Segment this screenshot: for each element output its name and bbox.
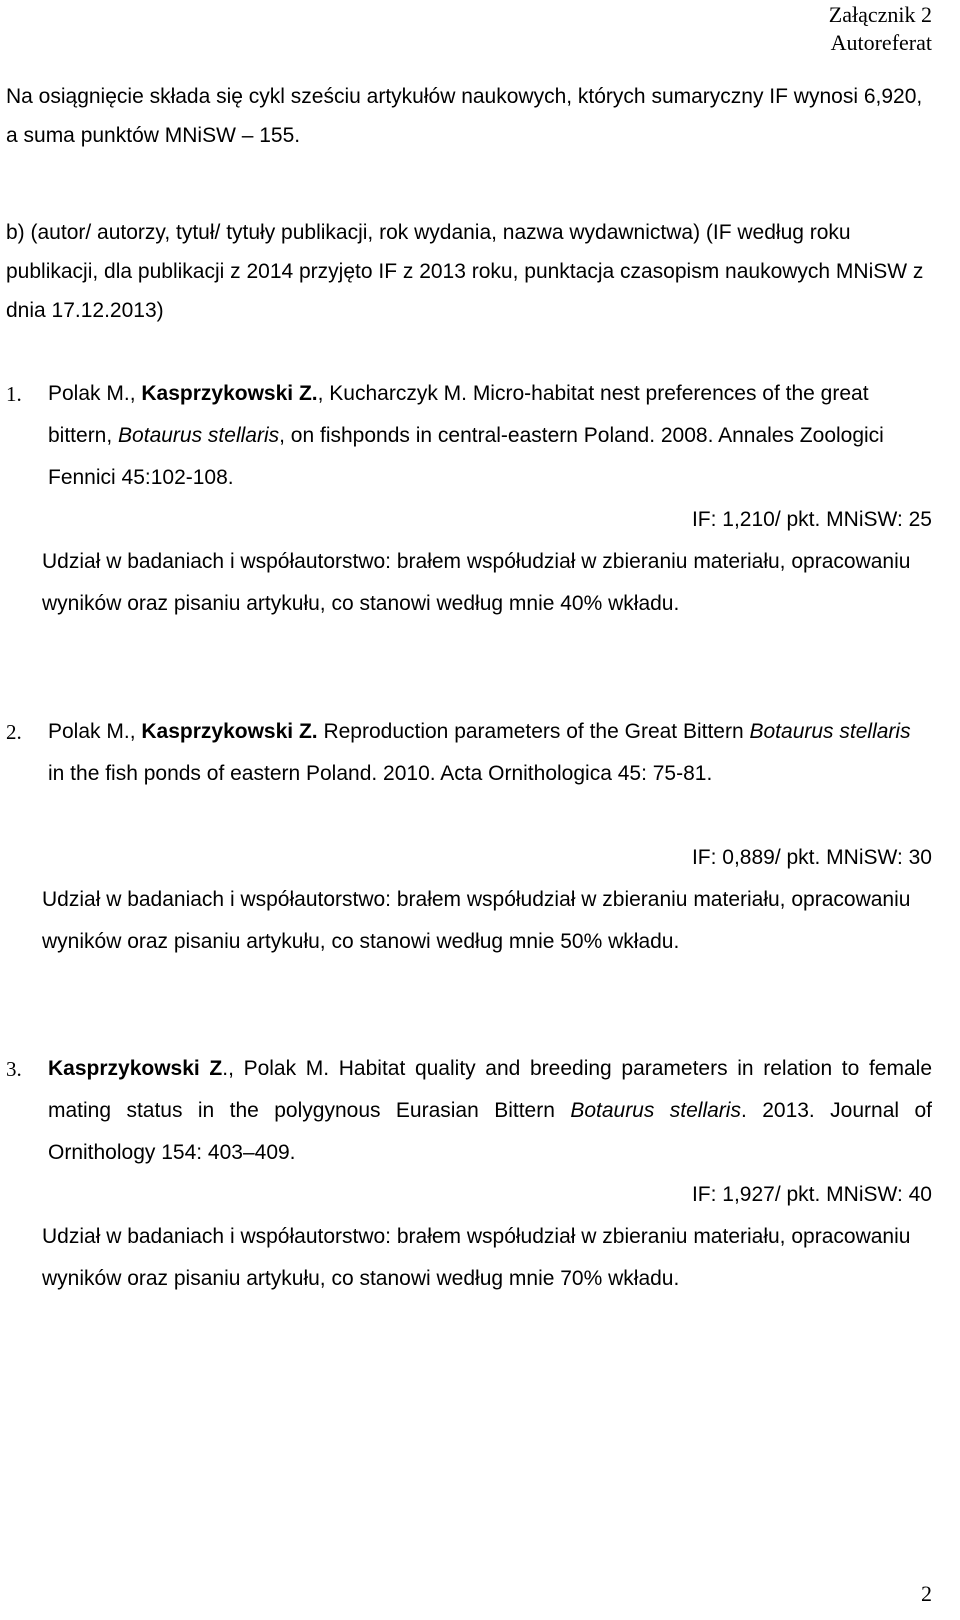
publication-citation (48, 373, 932, 499)
intro-paragraph: Na osiągnięcie składa się cykl sześciu artykułów naukowych, których sumaryczny IF wynosi 6,920, a suma punktów MNiSW – 155. (6, 85, 923, 147)
species-name: Botaurus stellaris (570, 1099, 741, 1122)
author-name-highlighted: Kasprzykowski Z. (141, 720, 318, 743)
attachment-label: Załącznik 2 (828, 2, 932, 27)
publication-number: 2. (6, 720, 22, 744)
scope-paragraph: b) (autor/ autorzy, tytuł/ tytuły publikacji, rok wydania, nazwa wydawnictwa) (IF według roku publikacji, dla publikacji z 2014 przyjęto IF z 2013 roku, punktacja czasopism naukowych MNiSW z dnia 17.12.2013) (6, 221, 924, 322)
page-number: 2 (921, 1581, 932, 1606)
publication-title-part: , on fishponds in central-eastern Poland. 2008. Annales Zoologici Fennici 45:102-108. (48, 424, 884, 489)
author-separator: ., (222, 1057, 244, 1080)
publication-citation (48, 711, 932, 795)
author-name: Polak M. (48, 382, 130, 405)
impact-metrics: IF: 1,927/ pkt. MNiSW: 40 (691, 1183, 932, 1206)
contribution-statement: Udział w badaniach i współautorstwo: brałem współudział w zbieraniu materiału, opracowaniu wyników oraz pisaniu artykułu, co stanowi według mnie 50% wkładu. (42, 888, 911, 953)
impact-metrics: IF: 0,889/ pkt. MNiSW: 30 (691, 846, 932, 869)
species-name: Botaurus stellaris (118, 424, 280, 447)
document-type-label: Autoreferat (830, 30, 932, 55)
author-name: Kucharczyk M. (329, 382, 467, 405)
impact-metrics: IF: 1,210/ pkt. MNiSW: 25 (691, 508, 932, 531)
publication-number: 3. (6, 1057, 22, 1081)
contribution-statement: Udział w badaniach i współautorstwo: brałem współudział w zbieraniu materiału, opracowaniu wyników oraz pisaniu artykułu, co stanowi według mnie 40% wkładu. (42, 550, 911, 615)
species-name: Botaurus stellaris (749, 720, 911, 743)
author-name: Polak M. (48, 720, 130, 743)
publication-title-part: Reproduction parameters of the Great Bittern (317, 720, 750, 743)
publication-title-part: in the fish ponds of eastern Poland. 2010. Acta Ornithologica 45: 75-81. (48, 762, 713, 785)
author-name-highlighted: Kasprzykowski Z (48, 1057, 223, 1080)
publication-title-part: Micro-habitat nest preferences of the great bittern, (48, 382, 869, 447)
publication-number: 1. (6, 382, 22, 406)
author-name-highlighted: Kasprzykowski Z. (141, 382, 318, 405)
publication-title-part: Habitat quality and breeding parameters in relation to female mating status in the polygynous Eurasian Bittern (48, 1057, 932, 1122)
author-name: Polak M. (243, 1057, 330, 1080)
publication-title-part: . 2013. Journal of Ornithology 154: 403–409. (48, 1099, 932, 1164)
contribution-statement: Udział w badaniach i współautorstwo: brałem współudział w zbieraniu materiału, opracowaniu wyników oraz pisaniu artykułu, co stanowi według mnie 70% wkładu. (42, 1225, 911, 1290)
author-separator: , (129, 720, 142, 743)
author-separator: , (129, 382, 142, 405)
author-separator: , (317, 382, 330, 405)
publication-citation (48, 1048, 932, 1174)
